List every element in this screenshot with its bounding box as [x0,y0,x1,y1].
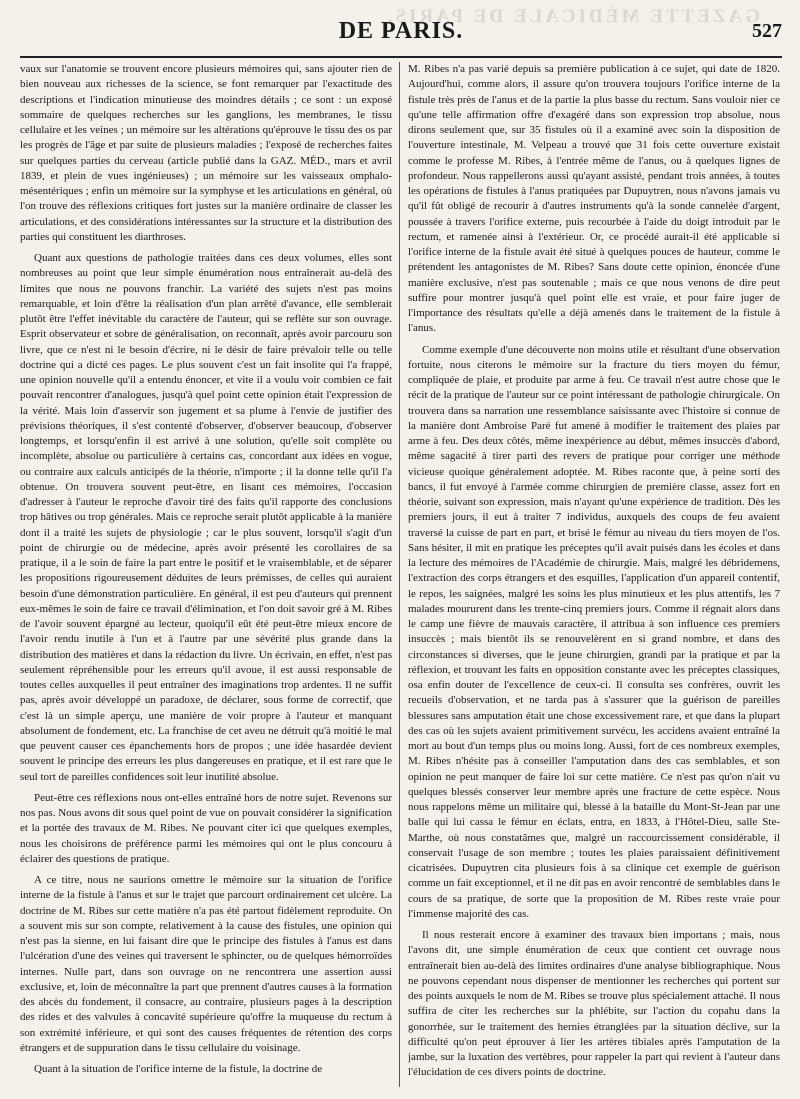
header-rule [20,56,782,58]
running-head: DE PARIS. [338,18,464,44]
paragraph: Comme exemple d'une découverte non moins utile et résultant d'une observation fortuite, nous citerons le mémoire sur la fracture du tiers moyen du fémur, compliquée de plaie, et produite par arme à feu. Ce travail n'est autre chose que le récit de la pratique de l'auteur sur ce point intéressant de pathologie chirurgicale. On trouvera dans sa narration une ressemblance saisissante avec l'histoire si connue de la manière dont Ambroise Paré fut amené à modifier le traitement des plaies par arme à feu. Des deux côtés, même inexpérience au début, mêmes insuccès d'abord, même sagacité à tirer parti des revers de pratique pour corriger une méthode vicieuse quoique généralement adoptée. M. Ribes raconte que, à peine sorti des bancs, il fut envoyé à l'armée comme chirurgien de première classe, assez fort en théorie, suivant son expression, mais n'ayant qu'une expérience de tradition. Dès les premiers jours, il eut à traiter 7 individus, auxquels des coups de feu avaient traversé la cuisse de part en part, et brisé le fémur au niveau du tiers moyen de l'os. Sans hésiter, il mit en pratique les préceptes qu'il avait puisés dans les écoles et dans la lecture des mémoires de l'Académie de chirurgie. Mais, malgré les débridemens, l'extraction des corps étrangers et des esquilles, l'application d'un appareil contentif, le repos, les saignées, malgré les soins les plus minutieux et les plus attentifs, les 7 malades moururent dans les trente-cinq premiers jours. Comme il régnait alors dans le camp une fièvre de mauvais caractère, il attribua à son influence ces premiers insuccès ; mais bientôt ils se renouvelèrent en si grand nombre, et dans des circonstances si diverses, que le jeune chirurgien, grandi par la pratique et par la réflexion, et trouvant les faits en opposition constante avec les préceptes classiques, osa enfin douter de l'excellence de ceux-ci. Il consulta ses confrères, ouvrit les recueils d'observation, et ne tarda pas à s'assurer que la guérison de pareilles blessures sans amputation était une chose excessivement rare, et que dans la plupart des cas où les sujets avaient primitivement survécu, les accidens avaient entraîné la mort au bout d'un temps plus ou moins long. Aussi, fort de ces nombreux exemples, M. Ribes n'hésite pas à conseiller l'amputation dans des cas semblables, et son opinion ne peut manquer de faire loi sur cette matière. Ce n'est pas qu'on n'ait vu quelques blessés conserver leur membre après une fracture de cette espèce. Nous nous rappelons même un militaire qui, blessé à la bataille du Mont-St-Jean par une balle qui lui cassa le fémur en éclats, entra, en 1833, à l'Hôtel-Dieu, salle Ste-Marthe, où nous constatâmes que, malgré un raccourcissement considérable, il conservait l'usage de son membre ; toutes les plaies paraissaient définitivement cicatrisées. Dupuytren cita plusieurs fois à sa clinique cet exemple de guérison comme un fait exceptionnel, et il ne dit pas en avoir rencontré de semblables dans le cours de sa pratique, de sorte que la proposition de M. Ribes reste vraie pour l'immense majorité des cas. [408,343,780,920]
paragraph: Quant aux questions de pathologie traitées dans ces deux volumes, elles sont nombreuses au point que leur simple énumération nous entraînerait au-delà des limites que nous ne pouvons franchir. La variété des sujets n'est pas moins remarquable, et loin d'être la réalisation d'un plan arrêté d'avance, elle semblerait plutôt être l'effet inévitable du caractère de l'auteur, qui se reflète sur son ouvrage. Esprit observateur et sobre de généralisation, on reconnaît, après avoir parcouru son livre, que ce n'est ni le besoin d'écrire, ni le désir de faire prévaloir telle ou telle doctrine qui a dicté ces pages. Le plus souvent c'est un fait insolite qui l'a frappé, une opinion nouvelle qu'il a entendu énoncer, et vite il a voulu voir combien ce fait pouvait rencontrer d'analogues, jusqu'à quel point cette opinion était l'expression de la vérité. Mais loin d'asservir son jugement et sa plume à l'envie de justifier des prévisions théoriques, il s'est contenté d'observer, d'observer beaucoup, d'observer longtemps, et lorsqu'enfin il est arrivé à une solution, qu'elle soit complète ou incomplète, absolue ou particulière à certains cas, concordant aux idées en vogue, ou contraire aux calculs anticipés de la théorie, n'importe ; il la donne telle qu'il l'a obtenue. On trouvera souvent peut-être, en lisant ces mémoires, l'occasion d'adresser à l'auteur le reproche d'avoir tiré des faits qu'il rapporte des conclusions trop hâtives ou trop générales. Mais ce reproche serait plutôt applicable à la manière dont il a traité les sujets de physiologie ; car le plus souvent, lorsqu'il s'agit d'un point de chirurgie ou de médecine, après avoir présenté les corollaires de sa pratique, il a le soin de faire la part entre le positif et le vraisemblable, et de séparer les propositions rigoureusement déduites de leurs prémisses, de celles qui auraient besoin d'une démonstration particulière. En général, il est peu d'auteurs qui prennent eux-mêmes le soin de faire ce travail d'élimination, et l'on doit savoir gré à M. Ribes de l'avoir souvent épargné au lecteur, quoiqu'il eût été peut-être mieux encore de l'avoir rendu inutile à l'un et à l'autre par une sévérité plus grande dans la distribution des matières et dans la rédaction du livre. Un écrivain, en effet, n'est pas seulement répréhensible pour les erreurs qu'il avoue, il est aussi responsable de toutes celles auxquelles il peut entraîner des imaginations trop ardentes. Il ne suffit pas, après avoir développé un paradoxe, de déclarer, sous forme de correctif, que c'est là un simple aperçu, une manière de voir propre à l'auteur et manquant absolument de fondement, etc. La franchise de cet aveu ne détruit qu'à moitié le mal que peuvent causer ces épanchements hors de propos ; une idée hasardée devient souvent le principe des erreurs les plus dangereuses en pratique, et il est rare que le seul tort de pareilles confidences soit leur inutilité absolue. [20,252,392,783]
paragraph: A ce titre, nous ne saurions omettre le mémoire sur la situation de l'orifice interne de la fistule à l'anus et sur le trajet que parcourt ordinairement cet ulcère. La doctrine de M. Ribes sur cette matière n'a pas été partout fidèlement reproduite. On a souvent mis sur son compte, relativement à la cause des fistules, une opinion qui n'est pas la sienne, en lui faisant dire que le principe des fistules à l'anus est dans l'ulcération d'une des veines qui traversent le sphincter, ou de quelques hémorroïdes internes. Nulle part, dans son ouvrage on ne rencontrera une assertion aussi exclusive, et, loin de méconnaître la part que prennent d'autres causes à la formation des abcès du fondement, il consacre, au contraire, plusieurs pages à la description des rides et des valvules à concavité supérieure qu'offre la muqueuse du rectum à son extrémité inférieure, et qui sont des causes fréquentes de rétention des corps étrangers et de suppuration dans le tissu cellulaire du voisinage. [20,874,392,1054]
paragraph: Quant à la situation de l'orifice interne de la fistule, la doctrine de [34,1063,323,1075]
page-header [20,14,782,48]
paragraph: Il nous resterait encore à examiner des travaux bien importans ; mais, nous l'avons dit, une simple énumération de ceux que contient cet ouvrage nous entraînerait bien au-delà des limites ordinaires d'une analyse bibliographique. Nous ne pouvons cependant nous dispenser de mentionner les recherches qui portent sur des points auxquels le nom de M. Ribes se trouve plus spécialement attaché. Il nous suffira de citer les recherches sur la phlébite, sur l'action du copahu dans la gonorrhée, sur le traitement des hernies étranglées par la situation déclive, sur la difficulté qu'on peut éprouver à lier les artères tibiales après l'amputation de la jambe, sur la luxation des vertèbres, pour rappeler la part qui revient à l'auteur dans l'élucidation de ces divers points de doctrine. [408,929,780,1079]
paragraph: vaux sur l'anatomie se trouvent encore plusieurs mémoires qui, sans ajouter rien de bien nouveau aux richesses de la science, se font remarquer par l'exactitude des descriptions et l'indication minutieuse des moindres détails ; ce sont : un exposé sommaire de quelques recherches sur les ganglions, les membranes, le tissu cellulaire et les veines ; un mémoire sur les altérations qu'éprouve le tissu des os par les progrès de l'âge et par suite de plusieurs maladies ; l'exposé de recherches faites sur quelques parties du cerveau (article publié dans la GAZ. MÉD., mars et avril 1839, et plein de vues ingénieuses) ; un mémoire sur les vaisseaux omphalo-mésentériques ; enfin un mémoire sur la symphyse et les articulations en général, où l'on trouve des réflexions critiques fort justes sur la manière ordinaire de classer les articulations, et des considérations intéressantes sur la structure et la distribution des parties qui constituent les diarthroses. [20,63,392,243]
column-divider [399,62,400,1087]
left-column [20,62,392,1092]
paragraph: M. Ribes n'a pas varié depuis sa première publication à ce sujet, qui date de 1820. Aujourd'hui, comme alors, il assure qu'on trouvera toujours l'orifice interne de la fistule très près de l'anus et de la partie la plus basse du rectum. Sans vouloir nier ce qu'une telle affirmation offre d'exagéré dans son expression trop absolue, nous dirons seulement que, sur 35 fistules où il a examiné avec soin la disposition de l'ouverture intestinale, M. Velpeau a trouvé que 31 fois cette ouverture existait comme le professe M. Ribes, à l'entrée même de l'anus, ou à quelques lignes de profondeur. Nous rappellerons aussi qu'ayant assisté, pendant trois années, à toutes les opérations de fistules à l'anus pratiquées par Dupuytren, nous n'avons jamais vu qu'il fût obligé de recourir à d'autres instruments qu'à la sonde cannelée d'argent, poussée à travers l'orifice externe, puis recourbée à l'aide du doigt introduit par le rectum, et ramenée ainsi à l'extérieur. Or, ce procédé aurait-il été applicable si l'orifice interne de la fistule avait été situé à quelques pouces de hauteur, comme le prétendent les antagonistes de M. Ribes? Sans doute cette opinion, énoncée d'une manière exclusive, n'est pas soutenable ; mais ce que nous venons de dire peut suffire pour montrer jusqu'à quel point elle est vraie, et pour faire juger de l'importance des résultats qu'elle a déjà amenés dans le traitement de la fistule à l'anus. [408,63,780,335]
right-column [408,62,780,1092]
paragraph: Peut-être ces réflexions nous ont-elles entraîné hors de notre sujet. Revenons sur nos pas. Nous avons dit sous quel point de vue on pouvait considérer la signification et la portée des travaux de M. Ribes. Ne pouvant citer ici que quelques exemples, nous les choisirons de préférence parmi les mémoires qui ont le plus concouru à éclairer des questions de pratique. [20,791,392,865]
show-through-text: GAZETTE MÉDICALE DE PARIS. [384,6,760,27]
page-number: 527 [752,20,782,42]
